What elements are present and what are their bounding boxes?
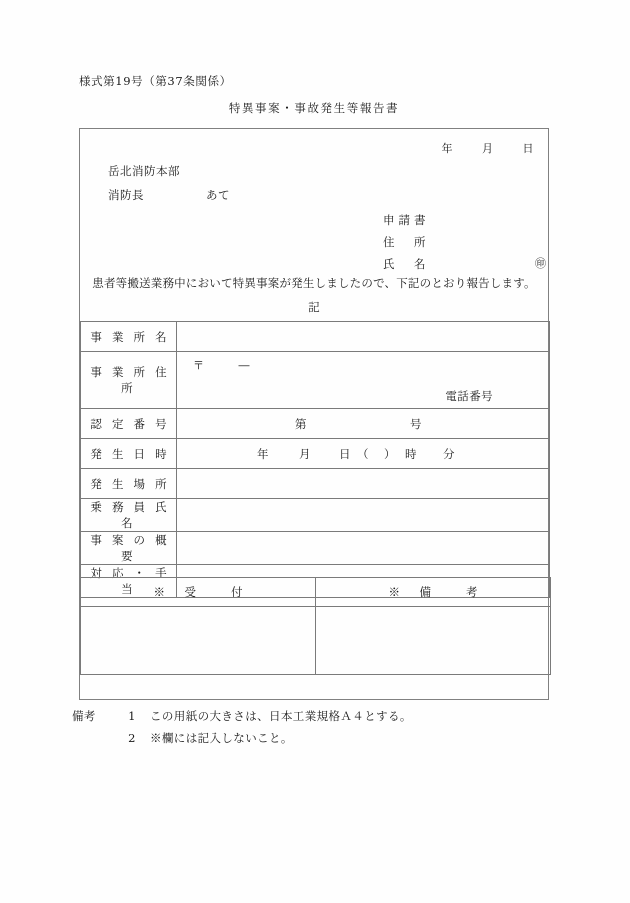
certification-number-inner [185,409,549,438]
preamble-section [80,129,548,321]
footnote-text: この用紙の大きさは、日本工業規格Ａ４とする。 [150,709,412,723]
applicant-address-label: 住 所 [383,235,430,249]
footnote-number: 2 [128,731,136,745]
report-form-box [79,128,549,700]
row-label-business-name: 事 業 所 名 [81,322,177,352]
footnote-number: 1 [128,709,136,723]
seal-icon: ㊞ [535,257,546,270]
table-row [81,352,550,409]
table-row [81,439,550,469]
row-value-certification-number[interactable] [177,409,550,439]
certno-dai-label: 第 [295,416,307,431]
row-value-occurrence-place[interactable] [177,469,550,499]
receipt-remarks-table [80,577,551,675]
datetime-year-label: 年 [257,446,269,461]
date-day-label: 日 [522,142,534,155]
row-label-certification-number: 認 定 番 号 [81,409,177,439]
footnote-text: ※欄には記入しないこと。 [150,731,293,745]
addressee-ate: あて [206,188,230,202]
datetime-weekday-paren: （ ） [357,446,398,461]
form-number: 様式第19号（第37条関係） [79,74,232,88]
datetime-minute-label: 分 [443,446,455,461]
date-month-label: 月 [482,142,494,155]
table-row [81,499,550,532]
datetime-hour-label: 時 [405,446,417,461]
row-label-case-summary: 事 案 の 概 要 [81,532,177,565]
table-row [81,409,550,439]
applicant-name-label: 氏 名 [383,257,430,271]
footnotes [72,705,412,749]
table-row [81,607,551,675]
row-value-occurrence-datetime[interactable] [177,439,550,469]
addressee-title-row [108,187,230,203]
postal-mark-icon: 〒 [193,359,205,372]
row-value-crew-name[interactable] [177,499,550,532]
addressee-title-text: 消防長 [108,188,144,202]
date-year-label: 年 [441,142,453,155]
remarks-value[interactable] [316,607,551,675]
telephone-label: 電話番号 [445,389,493,403]
document-title: 特異事案・事故発生等報告書 [228,101,400,115]
receipt-value[interactable] [81,607,316,675]
applicant-block [383,209,546,275]
table-row [81,469,550,499]
ki-marker: 記 [308,300,320,314]
footnote-item [72,727,412,749]
row-label-response-treatment: 対 応 ・ 手 当 [81,565,177,598]
row-label-crew-name: 乗 務 員 氏 名 [81,499,177,532]
datetime-month-label: 月 [299,446,311,461]
row-value-case-summary[interactable] [177,532,550,565]
row-label-business-address: 事 業 所 住 所 [81,352,177,409]
row-label-occurrence-datetime: 発 生 日 時 [81,439,177,469]
address-cell-inner [185,352,549,408]
applicant-name-row [383,253,546,275]
row-value-business-name[interactable] [177,322,550,352]
applicant-address-row [383,231,430,253]
footnote-item [72,705,412,727]
addressee-organization: 岳北消防本部 [108,164,180,178]
statement-text: 患者等搬送業務中において特異事案が発生しましたので、下記のとおり報告します。 [92,276,536,290]
footnotes-label: 備考 [72,709,96,723]
table-row [81,322,550,352]
row-value-business-address[interactable] [177,352,550,409]
applicant-label-row [383,209,430,231]
report-data-table [80,321,550,598]
postal-dash: ― [238,359,250,372]
datetime-day-label: 日 [339,446,351,461]
date-line [442,140,535,156]
datetime-inner [185,439,549,468]
remarks-header: ※ 備 考 [316,578,551,607]
table-row [81,532,550,565]
row-label-occurrence-place: 発 生 場 所 [81,469,177,499]
certno-gou-label: 号 [410,416,422,431]
postal-code-group [193,357,250,373]
receipt-header: ※ 受 付 [81,578,316,607]
table-row [81,578,551,607]
applicant-label: 申請書 [383,213,430,227]
